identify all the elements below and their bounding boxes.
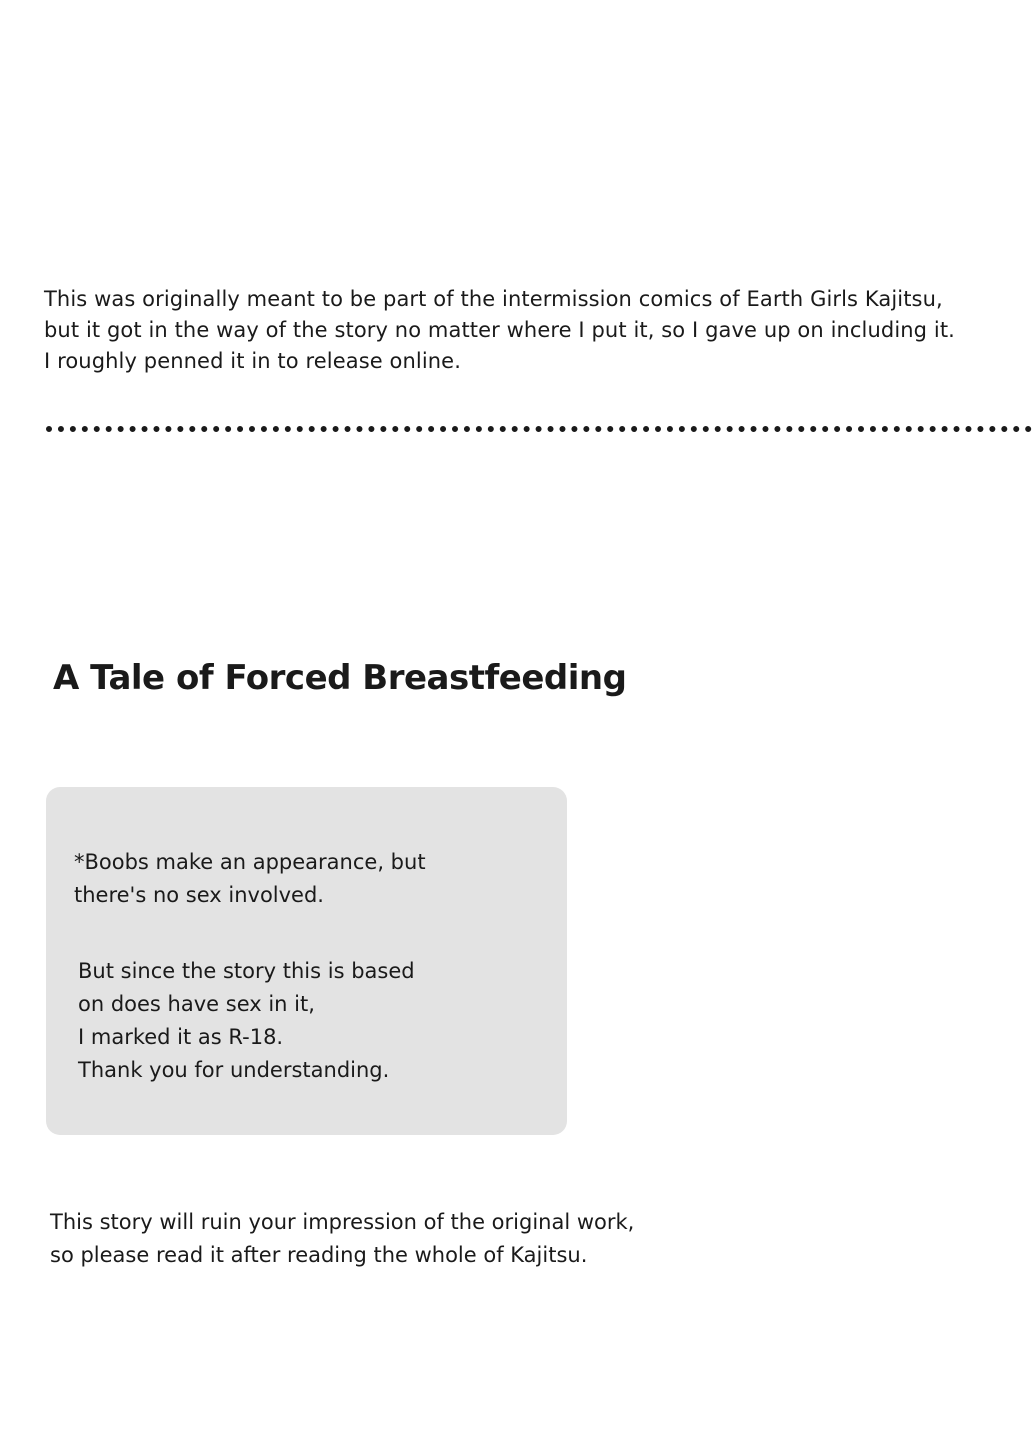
intro-line: but it got in the way of the story no matter where I put it, so I gave up on including it. xyxy=(44,318,955,342)
intro-line: This was originally meant to be part of the intermission comics of Earth Girls Kajitsu, xyxy=(44,287,943,311)
notice-paragraph-content xyxy=(74,846,426,912)
page-title: A Tale of Forced Breastfeeding xyxy=(53,658,627,698)
notice-paragraph-rating xyxy=(78,955,415,1087)
warning-line: This story will ruin your impression of the original work, xyxy=(50,1210,635,1234)
intro-line: I roughly penned it in to release online. xyxy=(44,349,461,373)
notice-line: Thank you for understanding. xyxy=(78,1058,390,1082)
intro-text xyxy=(44,284,1019,377)
notice-line: on does have sex in it, xyxy=(78,992,315,1016)
notice-line: *Boobs make an appearance, but xyxy=(74,850,426,874)
notice-line: But since the story this is based xyxy=(78,959,415,983)
notice-line: there's no sex involved. xyxy=(74,883,324,907)
dotted-divider xyxy=(46,426,1032,432)
notice-line: I marked it as R-18. xyxy=(78,1025,284,1049)
warning-line: so please read it after reading the whole of Kajitsu. xyxy=(50,1243,588,1267)
spoiler-warning xyxy=(50,1206,634,1272)
